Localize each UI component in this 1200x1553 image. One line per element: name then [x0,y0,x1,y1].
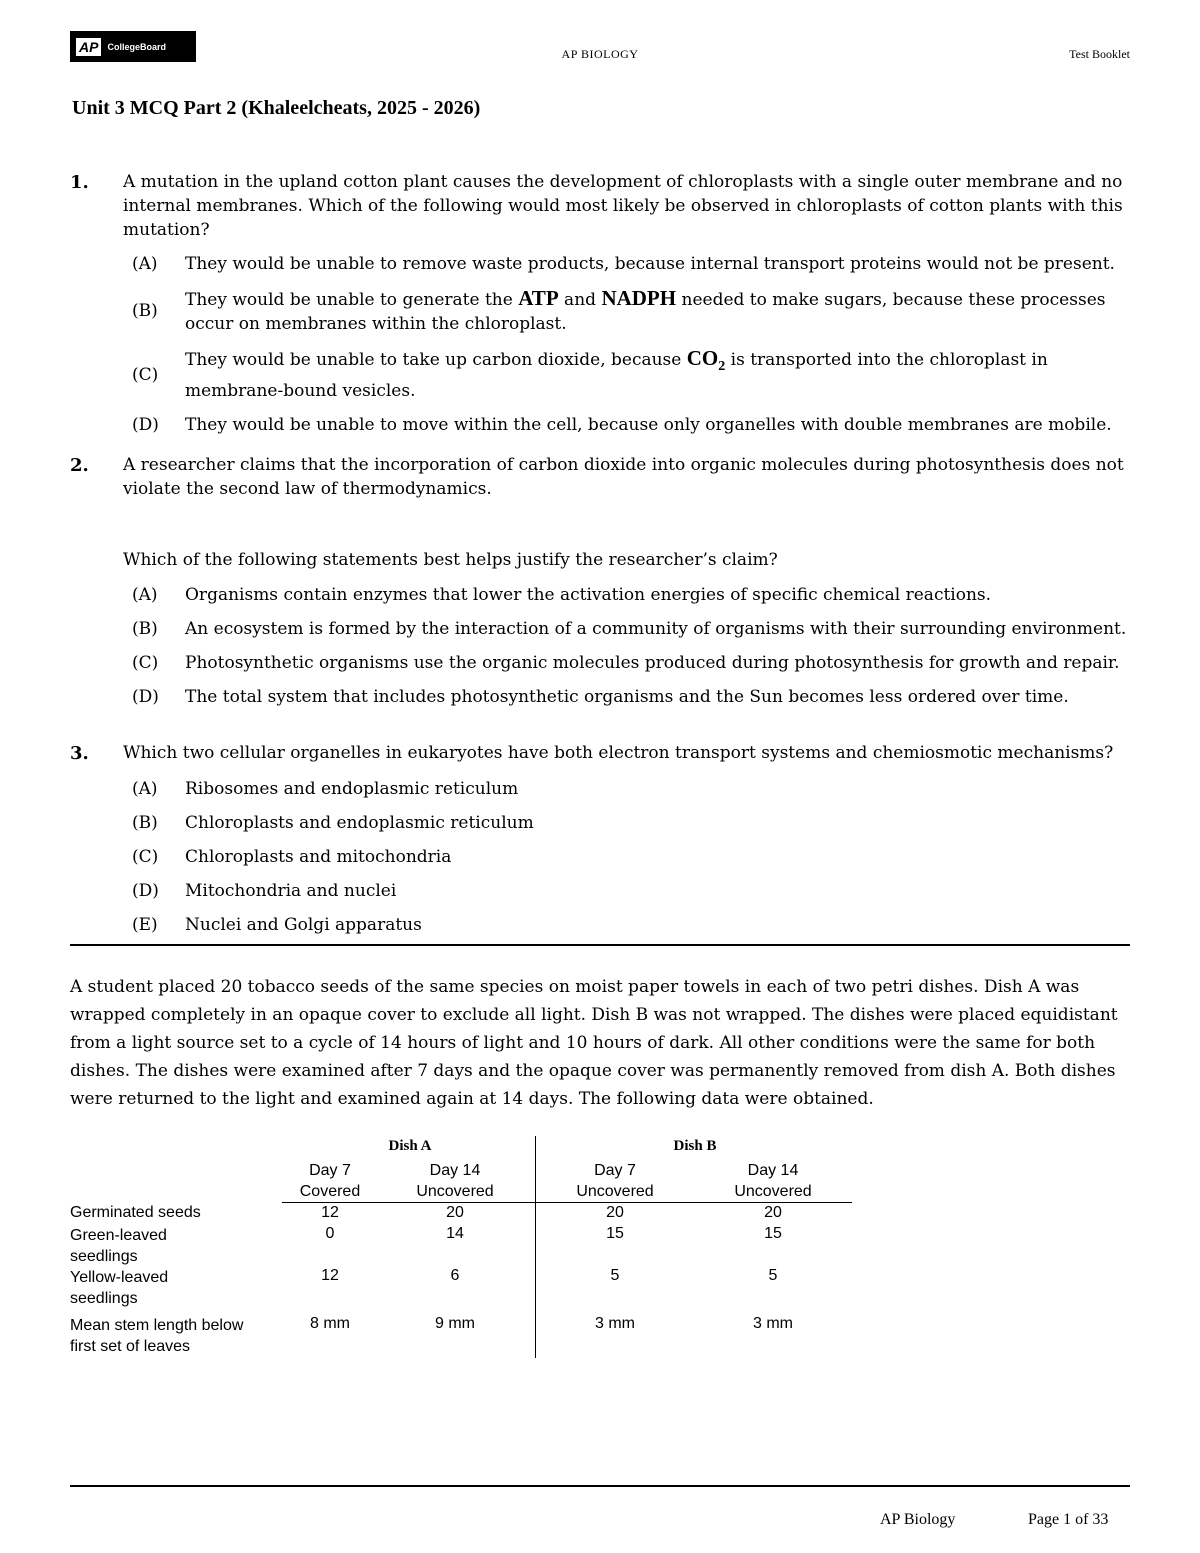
option-b[interactable] [132,617,1130,641]
table-col-header [280,1160,380,1202]
table-header-dish-a: Dish A [388,1138,432,1154]
logo-text: CollegeBoard [107,41,166,52]
question-stem: Which two cellular organelles in eukaryotes have both electron transport systems and chemiosmotic mechanisms? [123,743,1114,763]
option-label: (A) [132,585,158,605]
option-label: (D) [132,415,159,436]
option-b[interactable] [132,811,1130,835]
option-label: (A) [132,254,158,274]
option-label: (E) [132,915,158,935]
option-text: Organisms contain enzymes that lower the activation energies of specific chemical reactions. [185,585,992,605]
question-stem-2: Which of the following statements best helps justify the researcher’s claim? [123,550,778,570]
chem-nadph: NADPH [601,286,677,310]
option-text-part: They would be unable to generate the [185,290,519,310]
table-cell: 9 mm [435,1315,475,1332]
option-label: (C) [132,364,159,385]
col-day: Day 14 [747,1162,799,1179]
row-label-line: seedlings [70,1248,138,1265]
row-label-line: Yellow-leaved [70,1269,169,1286]
table-col-header [395,1160,515,1202]
col-state: Covered [299,1183,361,1200]
header-booklet: Test Booklet [1069,47,1130,61]
table-vertical-divider [535,1136,536,1358]
row-label-line: Green-leaved [70,1227,167,1244]
page-title: Unit 3 MCQ Part 2 (Khaleelcheats, 2025 - 2026) [72,97,481,119]
question-1 [70,170,1130,437]
option-e[interactable] [132,913,1130,937]
section-divider [70,944,1130,946]
table-cell: 12 [321,1204,339,1221]
footer-page-number: Page 1 of 33 [1028,1511,1109,1528]
option-text: Nuclei and Golgi apparatus [185,915,422,935]
question-number: 2. [70,455,89,476]
option-text: An ecosystem is formed by the interaction of a community of organisms with their surrounding environment. [185,619,1127,639]
row-label [70,1315,243,1357]
option-text: Mitochondria and nuclei [185,881,397,901]
option-text: Chloroplasts and endoplasmic reticulum [185,813,534,833]
table-cell: 3 mm [753,1315,793,1332]
table-cell: 15 [606,1225,624,1242]
table-col-header [555,1160,675,1202]
logo-ap-mark: AP [76,38,101,56]
question-3 [70,741,1130,937]
option-label: (D) [132,687,159,707]
table-cell: 6 [450,1267,460,1284]
table-header-rule [282,1202,852,1203]
option-text [185,286,1130,336]
col-state: Uncovered [576,1183,654,1200]
question-2 [70,453,1130,709]
col-state: Uncovered [734,1183,812,1200]
header-subject: AP BIOLOGY [561,47,639,61]
option-a[interactable] [132,583,1130,607]
option-text: Ribosomes and endoplasmic reticulum [185,779,519,799]
option-c[interactable] [132,346,1130,403]
option-text-part: They would be unable to take up carbon dioxide, because [185,350,687,370]
option-label: (B) [132,813,158,833]
table-cell: 20 [446,1204,464,1221]
row-label [70,1267,168,1309]
option-c[interactable] [132,845,1130,869]
option-a[interactable] [132,777,1130,801]
col-day: Day 7 [594,1162,636,1179]
option-label: (B) [132,301,158,321]
table-header-dish-b: Dish B [673,1138,717,1154]
chem-co2-subscript: 2 [718,359,726,375]
row-label-line: seedlings [70,1290,138,1307]
footer-subject: AP Biology [880,1511,956,1528]
option-text: The total system that includes photosynthetic organisms and the Sun becomes less ordered over time. [185,687,1069,707]
option-label: (C) [132,847,159,867]
question-stem: A mutation in the upland cotton plant causes the development of chloroplasts with a single outer membrane and no internal membranes. Which of the following would most likely be observed in chloroplasts of cotton plants with this mutation? [123,172,1123,240]
table-cell: 8 mm [310,1315,350,1332]
option-text-part: and [558,290,602,310]
stimulus-passage: A student placed 20 tobacco seeds of the same species on moist paper towels in each of two petri dishes. Dish A was wrapped completely in an opaque cover to exclude all light. Dish B was not wrapped. The dishes were placed equidistant from a light source set to a cycle of 14 hours of light and 10 hours of dark. All other conditions were the same for both dishes. The dishes were examined after 7 days and the opaque cover was permanently removed from dish A. Both dishes were returned to the light and examined again at 14 days. The following data were obtained. [70,977,1118,1109]
option-b[interactable] [132,286,1130,336]
option-label: (A) [132,779,158,799]
table-cell: 3 mm [595,1315,635,1332]
row-label-line: first set of leaves [70,1338,191,1355]
option-d[interactable] [132,685,1130,709]
question-stem: A researcher claims that the incorporation of carbon dioxide into organic molecules during photosynthesis does not violate the second law of thermodynamics. [123,455,1124,499]
option-text: Photosynthetic organisms use the organic molecules produced during photosynthesis for growth and repair. [185,653,1120,673]
question-number: 1. [70,172,89,193]
option-text-part: needed to make sugars, because these processes occur on membranes within the chloroplast. [185,290,1106,334]
col-day: Day 7 [309,1162,351,1179]
table-cell: 20 [606,1204,624,1221]
table-cell: 5 [610,1267,620,1284]
table-cell: 5 [768,1267,778,1284]
row-label [70,1225,167,1267]
option-a[interactable] [132,252,1130,276]
option-label: (C) [132,653,159,673]
footer-divider [70,1485,1130,1487]
option-d[interactable] [132,413,1130,437]
option-label: (B) [132,619,158,639]
option-text [185,346,1130,403]
option-text-part: is transported into the chloroplast in membrane-bound vesicles. [185,350,1048,402]
option-d[interactable] [132,879,1130,903]
table-col-header [713,1160,833,1202]
option-text: They would be unable to remove waste products, because internal transport proteins would not be present. [185,254,1115,274]
col-state: Uncovered [416,1183,494,1200]
question-number: 3. [70,743,89,764]
option-text: They would be unable to move within the cell, because only organelles with double membranes are mobile. [185,415,1112,436]
col-day: Day 14 [429,1162,481,1179]
option-label: (D) [132,881,159,901]
table-cell: 12 [321,1267,339,1284]
option-c[interactable] [132,651,1130,675]
table-cell: 20 [764,1204,782,1221]
chem-co2 [686,346,726,375]
chem-atp: ATP [518,286,559,310]
chem-co2-base: CO [686,346,719,370]
table-cell: 14 [446,1225,464,1242]
option-text: Chloroplasts and mitochondria [185,847,452,867]
table-cell: 0 [325,1225,335,1242]
table-cell: 15 [764,1225,782,1242]
row-label-line: Mean stem length below [70,1317,244,1334]
row-label: Germinated seeds [70,1204,201,1221]
